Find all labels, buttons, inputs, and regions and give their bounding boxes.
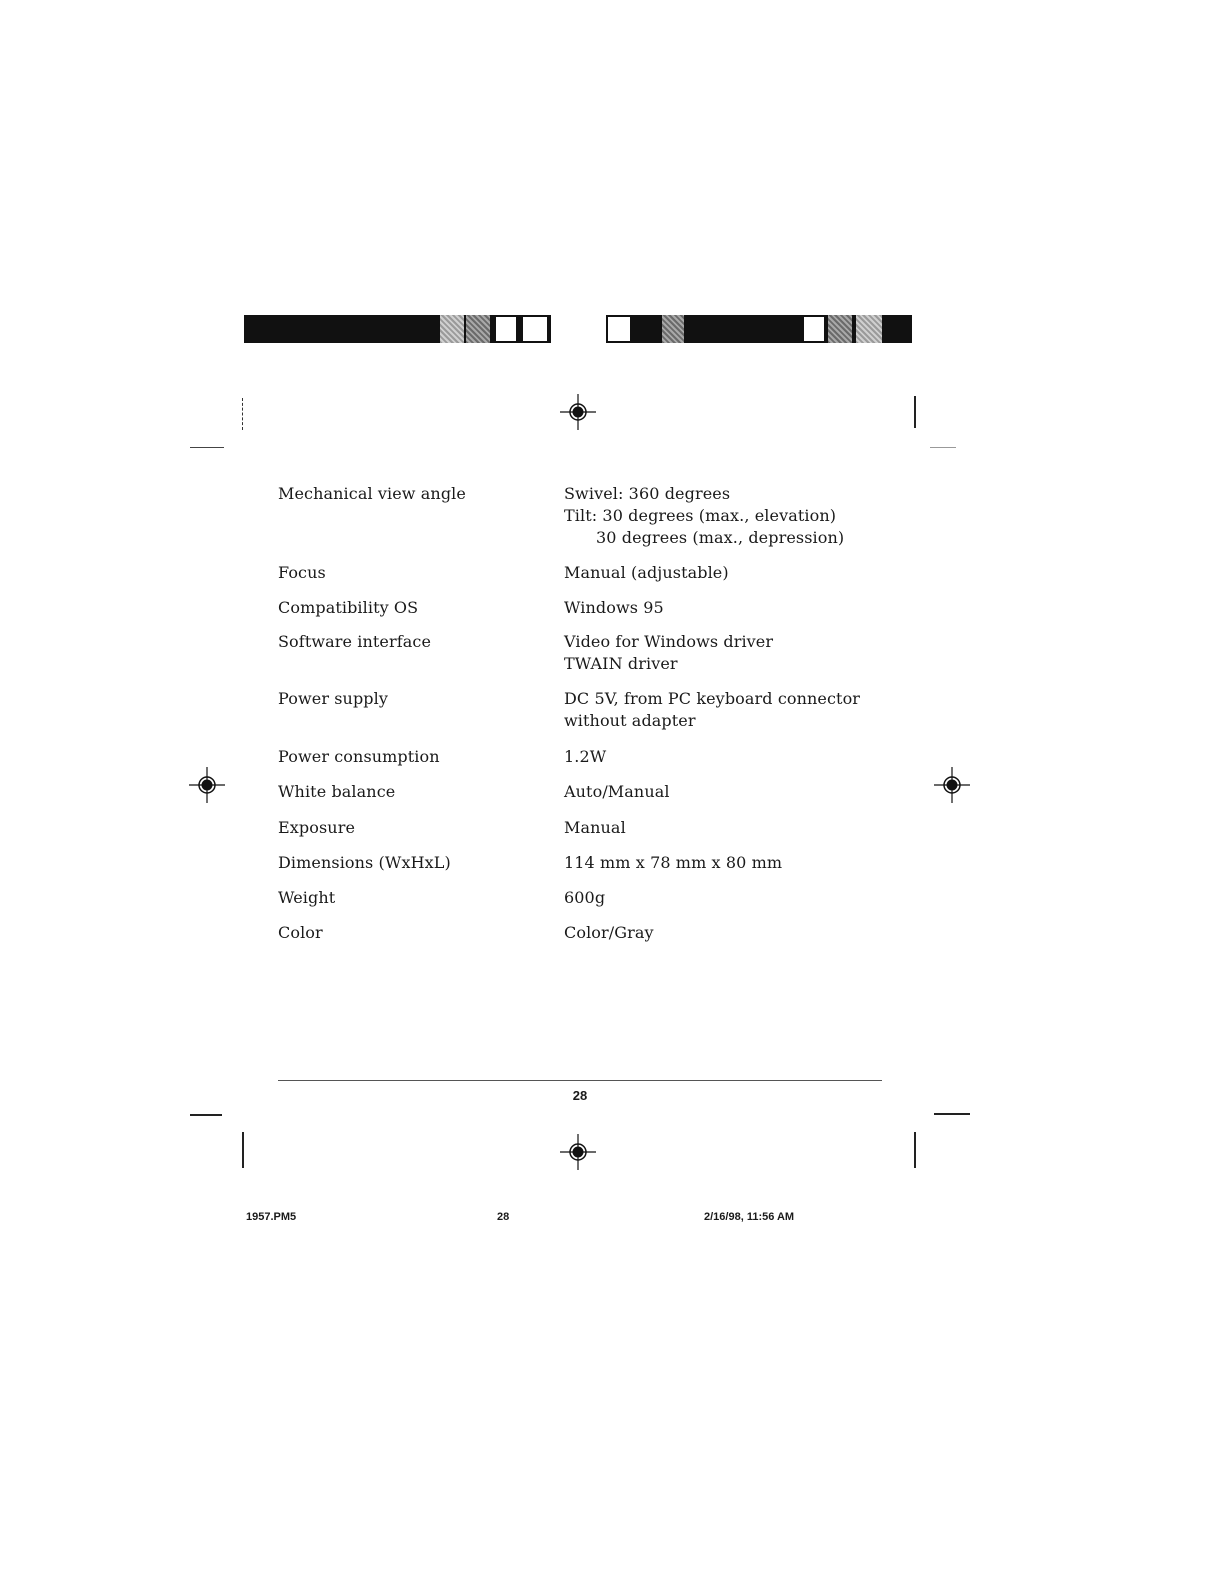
- spec-value-line: 600g: [564, 888, 606, 907]
- spec-label: Power consumption: [278, 747, 440, 766]
- crop-mark: [930, 447, 956, 448]
- printer-color-bar-right: [606, 315, 912, 343]
- white-swatch: [494, 315, 518, 343]
- halftone-swatch: [466, 315, 490, 343]
- spec-value-line: Tilt: 30 degrees (max., elevation): [564, 506, 837, 525]
- spec-value: [564, 817, 626, 839]
- spec-value: [564, 631, 773, 675]
- spec-value: [564, 597, 664, 619]
- crop-mark: [190, 447, 224, 448]
- spec-label: Compatibility OS: [278, 598, 419, 617]
- spec-label: Dimensions (WxHxL): [278, 853, 451, 872]
- crop-mark: [242, 1132, 244, 1168]
- page-divider: [278, 1080, 882, 1081]
- spec-value-line: Video for Windows driver: [564, 632, 774, 651]
- spec-value: [564, 688, 860, 732]
- spec-label: Color: [278, 923, 323, 942]
- spec-value-line: Swivel: 360 degrees: [564, 484, 731, 503]
- slug-timestamp: 2/16/98, 11:56 AM: [704, 1211, 795, 1223]
- spec-value-line: Manual: [564, 818, 626, 837]
- spec-label: Weight: [278, 888, 336, 907]
- registration-mark-icon: [560, 1134, 596, 1170]
- spec-label: Mechanical view angle: [278, 484, 466, 503]
- registration-mark-icon: [560, 394, 596, 430]
- crop-mark: [190, 1114, 222, 1116]
- spec-value-line: 114 mm x 78 mm x 80 mm: [564, 853, 783, 872]
- spec-value: [564, 746, 606, 768]
- spec-label: Software interface: [278, 632, 432, 651]
- spec-value-line: Auto/Manual: [564, 782, 670, 801]
- crop-mark: [242, 398, 244, 430]
- spec-value: [564, 852, 782, 874]
- spec-value-line: 1.2W: [564, 747, 607, 766]
- spec-value-line: DC 5V, from PC keyboard connector: [564, 689, 861, 708]
- page-number: 28: [572, 1088, 588, 1103]
- slug-file-name: 1957.PM5: [246, 1211, 297, 1223]
- spec-value-line: Manual (adjustable): [564, 563, 729, 582]
- spec-value-line: Windows 95: [564, 598, 664, 617]
- spec-value-line: without adapter: [564, 711, 696, 730]
- halftone-swatch: [856, 315, 882, 343]
- spec-value-line: TWAIN driver: [564, 654, 678, 673]
- slug-page-number: 28: [497, 1211, 510, 1223]
- white-swatch: [606, 315, 632, 343]
- crop-mark: [914, 396, 916, 428]
- spec-value: [564, 781, 670, 803]
- registration-mark-icon: [934, 767, 970, 803]
- spec-value-line: 30 degrees (max., depression): [596, 528, 845, 547]
- white-swatch: [521, 315, 549, 343]
- halftone-swatch: [662, 315, 684, 343]
- printer-color-bar-left: [244, 315, 551, 343]
- crop-mark: [934, 1113, 970, 1115]
- white-swatch: [802, 315, 826, 343]
- halftone-swatch: [440, 315, 464, 343]
- spec-label: Focus: [278, 563, 326, 582]
- spec-value: [564, 922, 654, 944]
- crop-mark: [914, 1132, 916, 1168]
- spec-value: [564, 483, 844, 549]
- spec-label: White balance: [278, 782, 396, 801]
- spec-value: [564, 562, 729, 584]
- registration-mark-icon: [189, 767, 225, 803]
- spec-label: Power supply: [278, 689, 389, 708]
- spec-value-line: Color/Gray: [564, 923, 654, 942]
- halftone-swatch: [828, 315, 852, 343]
- spec-label: Exposure: [278, 818, 356, 837]
- spec-value: [564, 887, 605, 909]
